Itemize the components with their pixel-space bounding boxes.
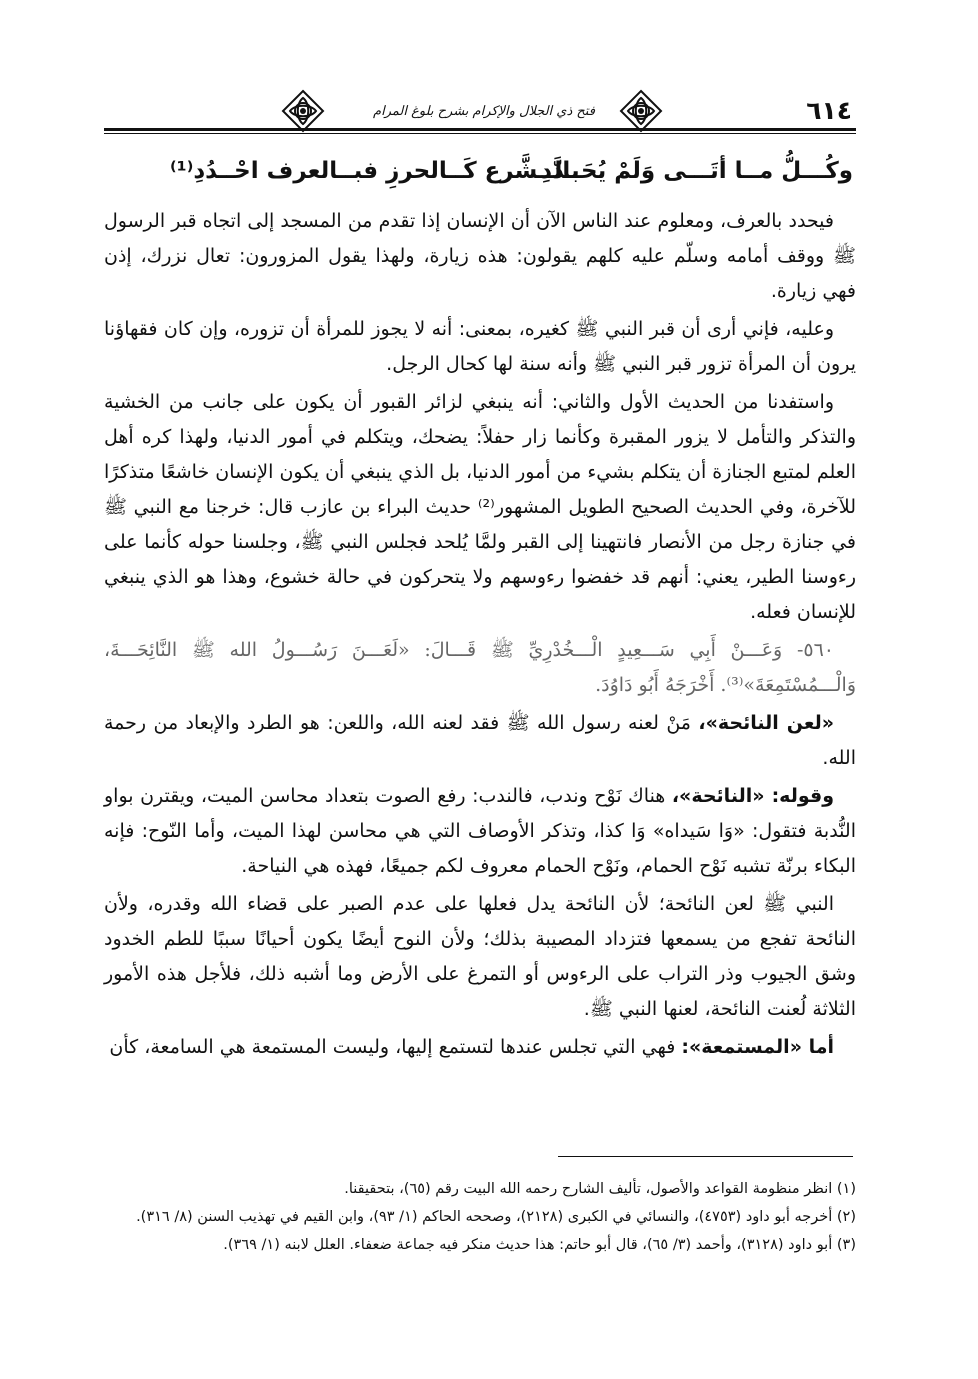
page-number: ٦١٤ xyxy=(806,96,852,125)
footnote-separator xyxy=(558,1156,853,1157)
paragraph: فيحدد بالعرف، ومعلوم عند الناس الآن أن الإنسان إذا تقدم من المسجد إلى اتجاه قبر الرسول ﷺ ووقف أمامه وسلّم عليه كلهم يقولون: هذه زيارة، ولهذا يقول المزورون: تعال نزرك، إذن فهي زيارة. xyxy=(104,210,856,302)
header-rule-thin xyxy=(104,133,856,134)
verse-second-hemistich: بالــشَّرع كَــالحرزِ فبــالعرف احْــدُدِ⁽¹⁾ xyxy=(170,158,580,184)
explanation-text: النبي ﷺ لعن النائحة؛ لأن النائحة يدل فعلها على عدم الصبر على قضاء الله وقدره، ولأن النائحة تفجع من يسمعها فتزداد المصيبة بذلك؛ ولأن النوح أيضًا يكون أحيانًا سببًا للطم الخدود وشق الجيوب وذر التراب على الرءوس أو التمرغ على الأرض وما أشبه ذلك، فلأجل هذه الأمور الثلاثة لُعنت النائحة، لعنها النبي ﷺ. xyxy=(104,893,856,1020)
paragraph: وعليه، فإني أرى أن قبر النبي ﷺ كغيره، بمعنى: أنه لا يجوز للمرأة أن تزوره، وإن كان فقهاؤنا يرون أن المرأة تزور قبر النبي ﷺ وأنه سنة لها كحال الرجل. xyxy=(104,318,856,375)
footnote-3: (٣) أبو داود (٣١٢٨)، وأحمد (٣/ ٦٥)، قال أبو حاتم: هذا حديث منكر فيه جماعة ضعفاء. العلل لابنه (١/ ٣٦٩). xyxy=(223,1237,856,1253)
footnote-1: (١) انظر منظومة القواعد والأصول، تأليف الشارح رحمه الله البيت رقم (٦٥)، بتحقيقنا. xyxy=(344,1181,856,1197)
explanation-text: مَنْ لعنه رسول الله ﷺ فقد لعنه الله، واللعن: هو الطرد والإبعاد من رحمة الله. xyxy=(104,712,856,769)
header-rule xyxy=(104,128,856,131)
footnote-2: (٢) أخرجه أبو داود (٤٧٥٣)، والنسائي في الكبرى (٢١٢٨)، وصححه الحاكم (١/ ٩٣)، وابن القيم في تهذيب السنن (٨/ ٣١٦). xyxy=(136,1209,856,1225)
explanation-lead: وقوله: «النائحة»، xyxy=(671,785,835,807)
explanation-paragraph xyxy=(104,779,856,884)
explanation-text: هناك نَوْح وندب، فالندب: رفع الصوت بتعداد محاسن الميت، ويقترن بواو النُّدبة فتقول: «وَا سَيداه» وَا كذا، وتذكر الأوصاف التي هي محاسن لهذا الميت، وأما النّوح: فإنه البكاء برنّة تشبه نَوْح الحمام، ونَوْح الحمام معروف لكم جميعًا، فهذه هي النياحة. xyxy=(104,785,856,877)
explanation-lead: «لعن النائحة»، xyxy=(698,712,834,734)
footnotes xyxy=(104,1176,856,1260)
explanation-paragraph xyxy=(104,1030,856,1065)
explanation-paragraph xyxy=(104,887,856,1027)
verse-first-hemistich: وكُـــلُّ مــا أتَـــى وَلَمْ يُحَــدَّدِ xyxy=(540,158,853,184)
book-title: فتح ذي الجلال والإكرام بشرح بلوغ المرام xyxy=(373,104,595,119)
explanation-text: فهي التي تجلس عندها لتستمع إليها، وليست المستمعة هي السامعة، كأن xyxy=(109,1036,682,1058)
explanation-paragraph xyxy=(104,706,856,776)
paragraph: واستفدنا من الحديث الأول والثاني: أنه ينبغي لزائر القبور أن يكون على جانب من الخشية والتذكر والتأمل لا يزور المقبرة وكأنما زار حفلاً: يضحك، ويتكلم في أمور الدنيا، ولهذا كره أهل العلم لمتبع الجنازة أن يتكلم بشيء من أمور الدنيا، بل الذي ينبغي أن يكون الإنسان خاشعًا متذكرًا للآخرة، وفي الحديث الصحيح الطويل المشهور⁽²⁾ حديث البراء بن عازب قال: خرجنا مع النبي ﷺ في جنازة رجل من الأنصار فانتهينا إلى القبر ولمَّا يُلحد فجلس النبي ﷺ، وجلسنا حوله كأنما على رءوسنا الطير، يعني: أنهم قد خفضوا رءوسهم ولا يتحركون في حالة خشوع، وهذا هو الذي ينبغي للإنسان فعله. xyxy=(104,391,856,623)
hadith-text: ٥٦٠- وَعَـــنْ أَبِي سَـــعِيدٍ الْـــخُدْرِيِّ ﷺ قَـــالَ: «لَعَـــنَ رَسُـــولُ الله ﷺ النَّائِحَـــةَ، وَالْـــمُسْتَمِعَةَ»⁽³⁾. أَخْرَجَهُ أَبُو دَاوُدَ. xyxy=(104,639,856,696)
explanation-lead: أما «المستمعة»: xyxy=(681,1036,834,1058)
main-text xyxy=(104,204,856,1068)
running-header xyxy=(104,92,856,138)
